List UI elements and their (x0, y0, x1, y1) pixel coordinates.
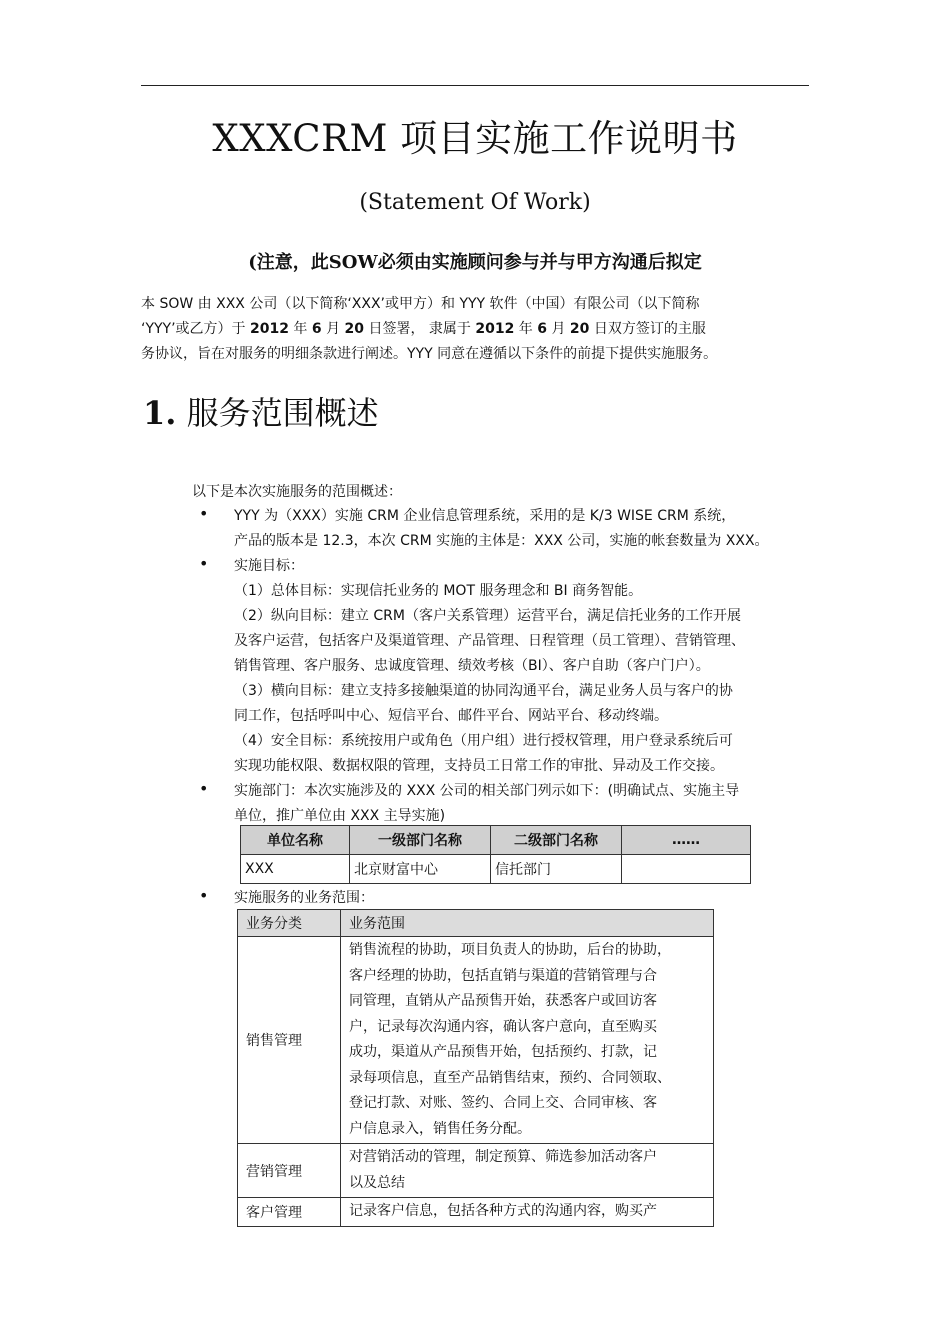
scope-cell: 销售流程的协助，项目负责人的协助，后台的协助， 客户经理的协助，包括直销与渠道的营销管理与合 同管理，直销从产品预售开始，获悉客户或回访客 户，记录每次沟通内容，确认客户意向，直至购买 成功，渠道从产品预售开始，包括预约、打款，记 录每项信息，直至产品销售结束，预约、合同领取、 登记打款、对账、签约、合同上交、合同审核、客 户信息录入，销售任务分配。 (341, 937, 714, 1144)
column-header: 业务范围 (341, 910, 714, 937)
section-lead: 以下是本次实施服务的范围概述： (192, 484, 402, 500)
section-title: 服务范围概述 (186, 394, 379, 432)
table-header-row (238, 910, 714, 937)
intro-paragraph (141, 292, 811, 367)
column-header: …… (622, 826, 751, 855)
category-cell: 客户管理 (238, 1198, 341, 1227)
scope-cell: 记录客户信息，包括各种方式的沟通内容，购买产 (341, 1198, 714, 1227)
intro-line-3: 务协议，旨在对服务的明细条款进行阐述。YYY 同意在遵循以下条件的前提下提供实施服务。 (141, 346, 718, 362)
column-header: 业务分类 (238, 910, 341, 937)
intro-line-1: 本 SOW 由 XXX 公司（以下简称‘XXX’或甲方）和 YYY 软件（中国）有限公司（以下简称 (141, 296, 700, 312)
bullet-scope: 实施服务的业务范围： (234, 890, 374, 906)
table-cell: XXX (241, 855, 350, 884)
header-rule (141, 85, 809, 86)
bullet-icon: • (199, 504, 209, 523)
document-title: XXXCRM 项目实施工作说明书 (212, 117, 738, 160)
intro-line-2: ‘YYY’或乙方）于 2012 年 6 月 20 日签署， 隶属于 2012 年 6 月 20 日双方签订的主服 (141, 321, 706, 337)
section-number: 1. (143, 394, 177, 432)
column-header: 二级部门名称 (491, 826, 622, 855)
document-subtitle: (Statement Of Work) (359, 190, 591, 215)
table-row (238, 1198, 714, 1227)
table-cell: 信托部门 (491, 855, 622, 884)
category-cell: 营销管理 (238, 1144, 341, 1198)
business-scope-table (237, 909, 714, 1227)
column-header: 一级部门名称 (350, 826, 491, 855)
bullet-departments: 实施部门：本次实施涉及的 XXX 公司的相关部门列示如下：(明确试点、实施主导 单位，推广单位由 XXX 主导实施) (234, 783, 740, 824)
bullet-icon: • (199, 779, 209, 798)
table-row (241, 855, 751, 884)
notice-text: (注意，此SOW必须由实施顾问参与并与甲方沟通后拟定 (248, 252, 702, 273)
table-row (238, 1144, 714, 1198)
bullet-icon: • (199, 886, 209, 905)
table-cell (622, 855, 751, 884)
category-cell: 销售管理 (238, 937, 341, 1144)
table-row (238, 937, 714, 1144)
bullet-goals: 实施目标： （1）总体目标：实现信托业务的 MOT 服务理念和 BI 商务智能。 （2）纵向目标：建立 CRM（客户关系管理）运营平台，满足信托业务的工作开展 及客户运营，包括客户及渠道管理、产品管理、日程管理（员工管理）、营销管理、 销售管理、客户服务、忠诚度管理、绩效考核（BI）、客户自助（客户门户）。 （3）横向目标：建立支持多接触渠道的协同沟通平台，满足业务人员与客户的协 同工作，包括呼叫中心、短信平台、邮件平台、网站平台、移动终端。 （4）安全目标：系统按用户或角色（用户组）进行授权管理，用户登录系统后可 实现功能权限、数据权限的管理，支持员工日常工作的审批、异动及工作交接。 (234, 558, 745, 774)
table-cell: 北京财富中心 (350, 855, 491, 884)
section-heading (143, 388, 379, 434)
department-table (240, 825, 751, 884)
column-header: 单位名称 (241, 826, 350, 855)
bullet-system-info: YYY 为（XXX）实施 CRM 企业信息管理系统，采用的是 K/3 WISE CRM 系统， 产品的版本是 12.3，本次 CRM 实施的主体是：XXX 公司，实施的帐套数量为 XXX。 (234, 508, 769, 549)
bullet-icon: • (199, 554, 209, 573)
scope-cell: 对营销活动的管理，制定预算、筛选参加活动客户 以及总结 (341, 1144, 714, 1198)
table-header-row (241, 826, 751, 855)
